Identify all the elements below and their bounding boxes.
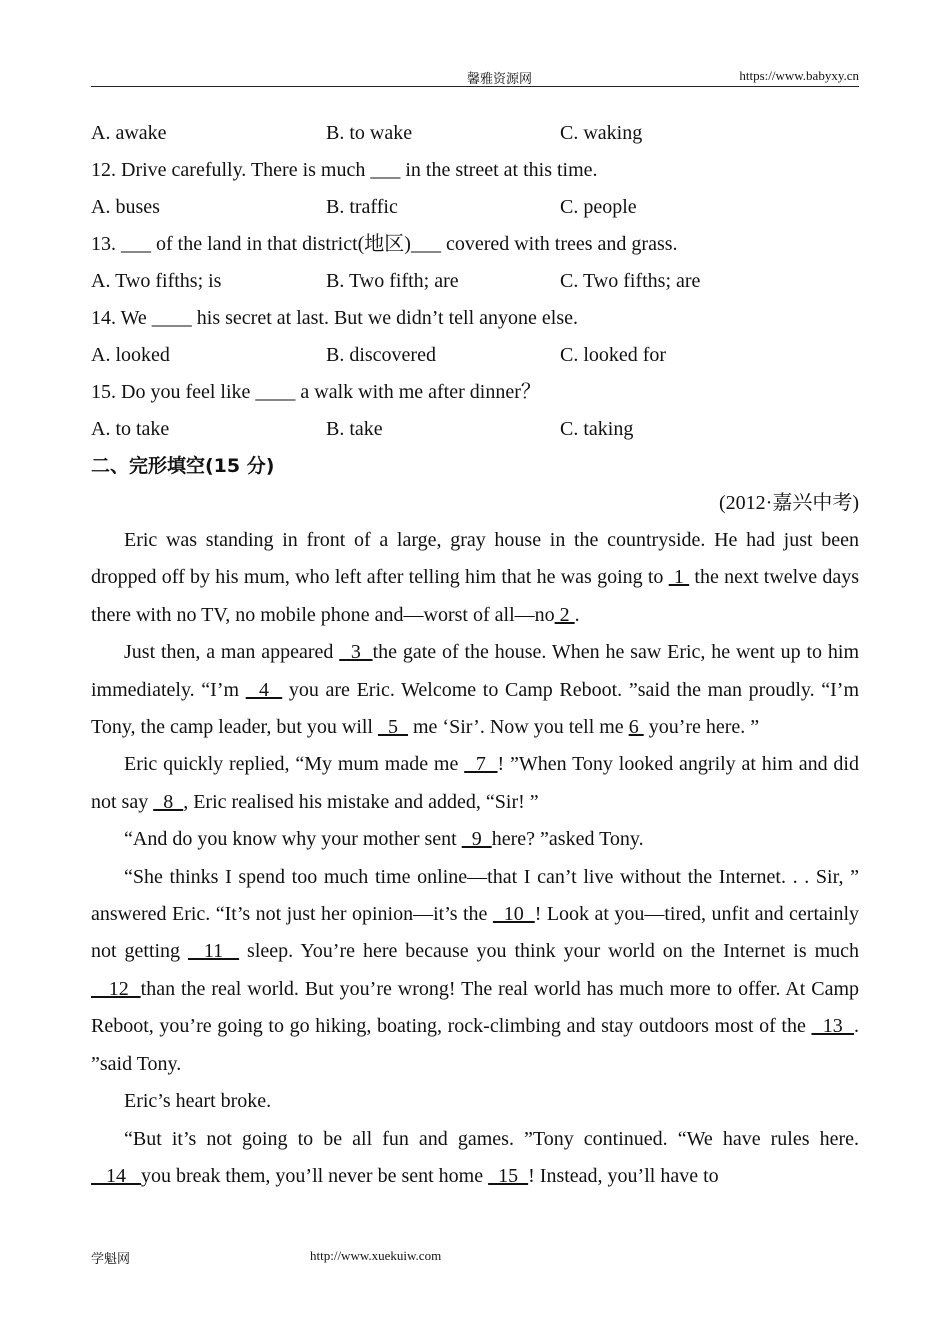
blank-6: 6	[628, 716, 644, 739]
blank-9: 9	[461, 828, 492, 851]
q11-options	[91, 115, 859, 152]
text: you are Eric. Welcome to Camp Reboot. ”said the man proudly. “I’m Tony, the camp leader, but you will	[91, 678, 859, 739]
footer-url: http://www.xuekuiw.com	[310, 1248, 442, 1263]
paragraph-7	[91, 1121, 859, 1196]
text: me ‘Sir’. Now you tell me	[407, 716, 629, 739]
option-b: B. Two fifth; are	[326, 270, 459, 292]
text: . ”said Tony.	[91, 1015, 860, 1075]
text: , Eric realised his mistake and added, “Sir! ”	[183, 790, 539, 813]
text: sleep. You’re here because you think your world on the Internet is much	[239, 940, 859, 963]
text: ! Instead, you’ll have to	[528, 1164, 719, 1187]
option-b: B. to wake	[326, 122, 413, 144]
option-b: B. discovered	[326, 344, 436, 366]
text: Eric quickly replied, “My mum made me	[124, 753, 465, 776]
paragraph-1	[91, 522, 859, 634]
paragraph-2	[91, 634, 859, 746]
option-c: C. looked for	[560, 344, 667, 366]
q13-options	[91, 263, 859, 300]
paragraph-4	[91, 821, 859, 858]
text: you break them, you’ll never be sent home	[141, 1164, 489, 1187]
option-c: C. taking	[560, 418, 634, 440]
blank-3: 3	[339, 641, 373, 664]
text: “She thinks I spend too much time online—that I can’t live without the Internet. . . Sir, ” answered Eric. “It’s not just her opinion—it’s the	[91, 865, 859, 926]
blank-13: 13	[811, 1015, 855, 1038]
q15-options	[91, 411, 859, 448]
option-a: A. awake	[91, 122, 167, 144]
text: “But it’s not going to be all fun and games. ”Tony continued. “We have rules here.	[124, 1127, 859, 1150]
blank-7: 7	[464, 753, 498, 776]
text: ! Look at you—tired, unfit and certainly not getting	[91, 903, 859, 963]
text: Eric’s heart broke.	[124, 1090, 272, 1113]
text: than the real world. But you’re wrong! The real world has much more to offer. At Camp Reboot, you’re going to go hiking, boating, rock-climbing and stay outdoors most of the	[91, 977, 859, 1038]
section-title: 二、完形填空(15 分)	[91, 455, 275, 477]
option-b: B. take	[326, 418, 383, 440]
option-a: A. to take	[91, 418, 170, 440]
source-note: (2012·嘉兴中考)	[719, 492, 859, 514]
blank-1: 1	[668, 566, 690, 589]
page-content	[91, 115, 859, 1195]
q12-options	[91, 189, 859, 226]
text: you’re here. ”	[643, 716, 760, 739]
blank-4: 4	[245, 678, 283, 701]
paragraph-6	[91, 1083, 859, 1120]
text: the gate of the house. When he saw Eric, he went up to him immediately. “I’m	[91, 641, 860, 701]
page-header	[91, 66, 859, 87]
option-a: A. Two fifths; is	[91, 270, 222, 292]
q14-options	[91, 337, 859, 374]
page-footer	[91, 1248, 442, 1267]
header-url: https://www.babyxy.cn	[739, 68, 859, 83]
header-site-name: 馨雅资源网	[467, 71, 533, 86]
blank-5: 5	[377, 716, 408, 739]
option-b: B. traffic	[326, 196, 398, 218]
q12-stem: 12. Drive carefully. There is much ___ in the street at this time.	[91, 159, 598, 181]
option-a: A. buses	[91, 196, 160, 218]
footer-site-name: 学魁网	[91, 1251, 131, 1266]
blank-11: 11	[188, 940, 240, 963]
blank-10: 10	[492, 903, 535, 926]
blank-15: 15	[488, 1164, 529, 1187]
paragraph-5	[91, 859, 859, 1083]
text: Just then, a man appeared	[124, 641, 340, 664]
text: “And do you know why your mother sent	[124, 828, 462, 851]
blank-14: 14	[91, 1164, 141, 1187]
option-c: C. people	[560, 196, 637, 218]
text: Eric was standing in front of a large, gray house in the countryside. He had just been dropped off by his mum, who left after telling him that he was going to	[91, 529, 859, 589]
text: the next twelve days there with no TV, no mobile phone and—worst of all—no	[91, 566, 859, 626]
option-c: C. waking	[560, 122, 643, 144]
q14-stem: 14. We ____ his secret at last. But we didn’t tell anyone else.	[91, 307, 578, 329]
q15-stem: 15. Do you feel like ____ a walk with me after dinner？	[91, 381, 541, 403]
blank-2: 2	[554, 603, 575, 626]
text: here? ”asked Tony.	[491, 828, 644, 851]
blank-12: 12	[91, 977, 141, 1000]
option-c: C. Two fifths; are	[560, 270, 701, 292]
text: ! ”When Tony looked angrily at him and did not say	[91, 753, 859, 813]
option-a: A. looked	[91, 344, 170, 366]
q13-stem: 13. ___ of the land in that district(地区)___ covered with trees and grass.	[91, 233, 678, 255]
text: .	[574, 603, 580, 626]
blank-8: 8	[153, 790, 184, 813]
paragraph-3	[91, 746, 859, 821]
